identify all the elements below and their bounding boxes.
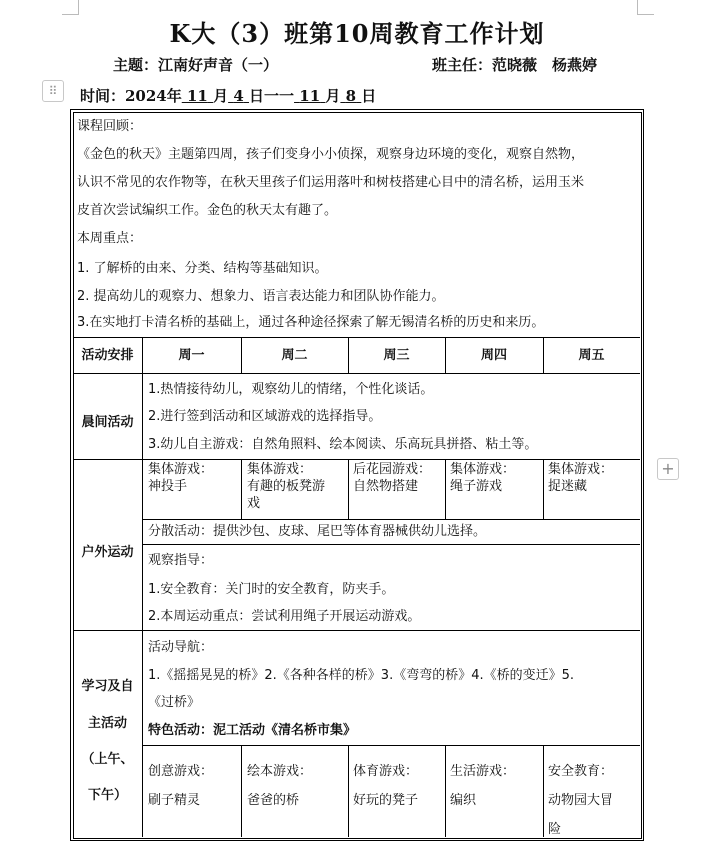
study-cell-fri: 安全教育： 动物园大冒 险 bbox=[548, 764, 614, 837]
start-month: 11 bbox=[186, 87, 208, 105]
guide-item: 1.安全教育：关门时的安全教育，防夹手。 bbox=[148, 582, 395, 597]
focus-item: 2. 提高幼儿的观察力、想象力、语言表达能力和团队协作能力。 bbox=[77, 289, 445, 304]
guide-label: 观察指导： bbox=[148, 553, 214, 568]
table-divider bbox=[73, 337, 640, 338]
scatter-activity: 分散活动：提供沙包、皮球、尾巴等体育器械供幼儿选择。 bbox=[148, 524, 487, 539]
outdoor-cell-wed: 后花园游戏： 自然物搭建 bbox=[353, 462, 432, 494]
table-move-handle-icon[interactable]: ⠿ bbox=[42, 80, 64, 102]
morning-item: 1.热情接待幼儿，观察幼儿的情绪，个性化谈话。 bbox=[148, 382, 434, 397]
study-cell-thu: 生活游戏： 编织 bbox=[450, 764, 516, 808]
label-column-divider bbox=[142, 337, 143, 837]
focus-label: 本周重点： bbox=[77, 231, 143, 246]
table-divider bbox=[73, 459, 640, 460]
time-prefix: 时间：2024年 bbox=[80, 87, 182, 105]
day-divider bbox=[543, 459, 544, 519]
study-label-line: 主活动 bbox=[87, 716, 127, 731]
day-header-fri: 周五 bbox=[578, 348, 605, 363]
study-cell-mon: 创意游戏： 刷子精灵 bbox=[148, 764, 214, 808]
day-header-thu: 周四 bbox=[480, 348, 507, 363]
focus-item: 1. 了解桥的由来、分类、结构等基础知识。 bbox=[77, 261, 328, 276]
study-cell-wed: 体育游戏： 好玩的凳子 bbox=[353, 764, 419, 808]
outdoor-cell-mon: 集体游戏： 神投手 bbox=[148, 462, 214, 494]
nav-line: 1.《摇摇晃晃的桥》2.《各种各样的桥》3.《弯弯的桥》4.《桥的变迁》5. bbox=[148, 668, 575, 683]
morning-label: 晨间活动 bbox=[81, 415, 134, 430]
schedule-row-header: 活动安排 bbox=[81, 348, 134, 363]
table-divider bbox=[142, 519, 640, 520]
day-header-tue: 周二 bbox=[281, 348, 308, 363]
feature-activity: 特色活动：泥工活动《清名桥市集》 bbox=[148, 723, 357, 738]
day-divider bbox=[348, 745, 349, 837]
date-range: 时间：2024年 11 月 4 日一一 11 月 8 日 bbox=[80, 87, 377, 105]
outdoor-cell-tue: 集体游戏： 有趣的板凳游 戏 bbox=[247, 462, 326, 511]
outdoor-cell-thu: 集体游戏： 绳子游戏 bbox=[450, 462, 516, 494]
day-header-mon: 周一 bbox=[178, 348, 205, 363]
outdoor-label: 户外运动 bbox=[81, 545, 134, 560]
day-divider bbox=[445, 745, 446, 837]
nav-line: 《过桥》 bbox=[148, 695, 201, 710]
add-column-icon[interactable]: + bbox=[657, 458, 679, 480]
morning-item: 3.幼儿自主游戏：自然角照料、绘本阅读、乐高玩具拼搭、粘土等。 bbox=[148, 437, 538, 452]
study-label-line: （上午、 bbox=[81, 752, 134, 767]
end-month: 11 bbox=[299, 87, 321, 105]
study-label-line: 下午） bbox=[87, 788, 127, 803]
table-divider bbox=[142, 745, 640, 746]
outdoor-cell-fri: 集体游戏： 捉迷藏 bbox=[548, 462, 614, 494]
guide-item: 2.本周运动重点：尝试利用绳子开展运动游戏。 bbox=[148, 609, 421, 624]
day-divider bbox=[241, 745, 242, 837]
page-title: K大（3）班第10周教育工作计划 bbox=[169, 19, 545, 48]
day-divider bbox=[241, 459, 242, 519]
day-divider bbox=[445, 459, 446, 519]
day-header-wed: 周三 bbox=[383, 348, 410, 363]
table-divider bbox=[142, 544, 640, 545]
theme-label: 主题：江南好声音（一） bbox=[113, 56, 279, 74]
table-divider bbox=[73, 630, 640, 631]
morning-item: 2.进行签到活动和区域游戏的选择指导。 bbox=[148, 409, 382, 424]
study-cell-tue: 绘本游戏： 爸爸的桥 bbox=[247, 764, 313, 808]
day-divider bbox=[543, 745, 544, 837]
study-label-line: 学习及自 bbox=[81, 679, 134, 694]
focus-item: 3.在实地打卡清名桥的基础上，通过各种途径探索了解无锡清名桥的历史和来历。 bbox=[77, 315, 545, 330]
review-line: 认识不常见的农作物等，在秋天里孩子们运用落叶和树枝搭建心目中的清名桥，运用玉米 bbox=[77, 175, 585, 190]
nav-label: 活动导航： bbox=[148, 640, 214, 655]
day-divider bbox=[348, 459, 349, 519]
review-line: 《金色的秋天》主题第四周，孩子们变身小小侦探，观察身边环境的变化，观察自然物， bbox=[77, 147, 585, 162]
teachers-label: 班主任：范晓薇 杨燕婷 bbox=[432, 56, 598, 74]
page-corner-mark-left bbox=[62, 0, 79, 15]
table-divider bbox=[73, 373, 640, 374]
review-label: 课程回顾： bbox=[77, 119, 143, 134]
range-separator: 日一一 bbox=[249, 87, 295, 105]
start-day: 4 bbox=[233, 87, 244, 105]
review-line: 皮首次尝试编织工作。金色的秋天太有趣了。 bbox=[77, 203, 338, 218]
end-day: 8 bbox=[345, 87, 357, 105]
page-corner-mark-right bbox=[637, 0, 654, 15]
